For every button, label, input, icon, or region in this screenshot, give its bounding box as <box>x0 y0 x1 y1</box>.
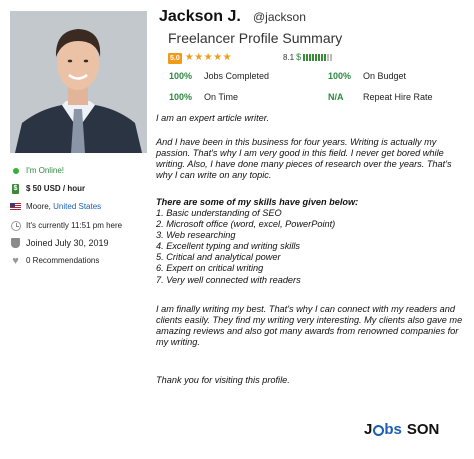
rating-stars <box>185 53 232 63</box>
star-icon: ★ <box>203 52 213 63</box>
jobsson-logo: J bs SON <box>364 421 440 438</box>
profile-title: Freelancer Profile Summary <box>168 30 343 46</box>
job-score-bar <box>324 54 326 61</box>
job-score-bar <box>321 54 323 61</box>
job-score-bar <box>312 54 314 61</box>
online-dot-icon <box>10 165 21 176</box>
shield-icon <box>10 237 21 248</box>
stat-on-time-value: 100% <box>169 92 193 102</box>
heart-icon: ♥ <box>12 254 19 267</box>
profile-name: Jackson J. <box>159 8 241 25</box>
job-score-bar <box>330 54 332 61</box>
skill-item: 3. Web researching <box>156 230 236 241</box>
job-score-bar <box>306 54 308 61</box>
dollar-icon: $ <box>296 52 302 62</box>
description-paragraph-2-rest: clients easily. They find my writing very interesting. My clients also gave me amazing reviews and also got many awards from renowned companies for my writing. <box>156 315 463 348</box>
logo-o-icon <box>373 425 384 436</box>
skills-list <box>156 208 466 286</box>
star-icon: ★ <box>222 52 232 63</box>
description-thanks: Thank you for visiting this profile. <box>156 375 290 385</box>
recommendations: ♥ 0 Recommendations <box>10 255 99 266</box>
dollar-icon: $ <box>13 185 18 192</box>
job-score-value: 8.1 <box>283 52 295 62</box>
skill-item: 7. Very well connected with readers <box>156 274 301 285</box>
star-icon: ★ <box>213 52 223 63</box>
job-score-bar <box>303 54 305 61</box>
profile-photo <box>10 11 147 153</box>
job-score-bars <box>303 54 333 61</box>
stat-repeat-hire-value: N/A <box>328 92 344 102</box>
job-score-bar <box>327 54 329 61</box>
job-score-bar <box>309 54 311 61</box>
rating-row <box>168 52 232 64</box>
description-intro: I am an expert article writer. <box>156 113 270 123</box>
join-date: Joined July 30, 2019 <box>10 237 109 248</box>
description-paragraph-2: I am finally writing my best. That's why I can connect with my readers and <box>156 304 455 314</box>
job-score <box>283 52 333 62</box>
clock-icon <box>10 220 21 231</box>
hourly-rate: $ $ 50 USD / hour <box>10 183 85 194</box>
skills-heading: There are some of my skills have given below: <box>156 197 359 207</box>
stat-jobs-completed-value: 100% <box>169 71 193 81</box>
skill-item: 6. Expert on critical writing <box>156 263 264 274</box>
stat-on-time-label: On Time <box>204 92 239 102</box>
local-time: It's currently 11:51 pm here <box>10 220 122 231</box>
rating-score-badge: 5.0 <box>170 54 180 62</box>
skill-item: 4. Excellent typing and writing skills <box>156 241 301 252</box>
stat-repeat-hire-label: Repeat Hire Rate <box>363 92 433 102</box>
star-icon: ★ <box>184 52 194 63</box>
skill-item: 2. Microsoft office (word, excel, PowerPoint) <box>156 219 336 230</box>
stat-on-budget-label: On Budget <box>363 71 407 81</box>
job-score-bar <box>318 54 320 61</box>
skill-item: 1. Basic understanding of SEO <box>156 208 282 218</box>
star-icon: ★ <box>194 52 204 63</box>
stat-on-budget-value: 100% <box>328 71 352 81</box>
location: Moore, United States <box>10 201 101 212</box>
description-paragraph: And I have been in this business for four years. Writing is actually my passion. That's why I am very good in this field. I never get bored while writing. Also, I have done many pieces of research over the years. That's why I can write on any topic. <box>156 137 452 181</box>
online-status: I'm Online! <box>10 165 64 176</box>
profile-handle: @jackson <box>253 10 306 24</box>
job-score-bar <box>315 54 317 61</box>
us-flag-icon <box>10 201 21 212</box>
skill-item: 5. Critical and analytical power <box>156 252 281 263</box>
stat-jobs-completed-label: Jobs Completed <box>204 71 270 81</box>
location-country-link[interactable]: United States <box>53 202 102 211</box>
